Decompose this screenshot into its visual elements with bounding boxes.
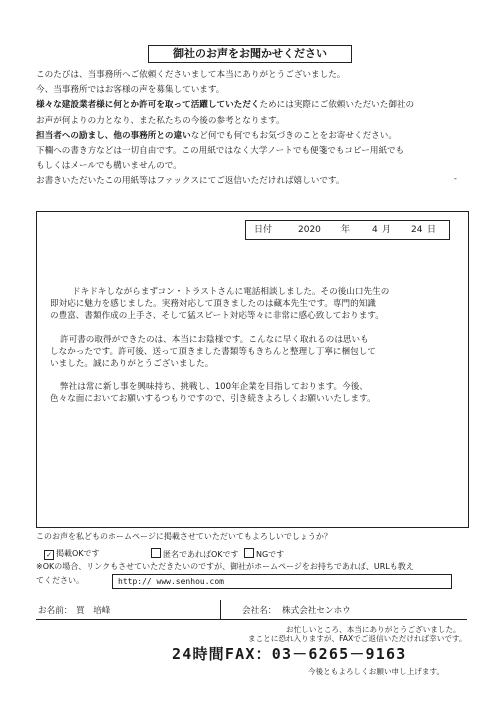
stray-mark: - <box>454 174 457 183</box>
date-month: 4 <box>372 225 378 235</box>
intro-line: お声が何よりの力となり、また私たちの今後の参考となります。 <box>36 115 285 126</box>
testimonial-line: しなかったです。許可後、送って頂きました書類等もきちんと整理し丁寧に梱包して <box>50 346 376 357</box>
intro-text: ためには実際にご依頼いただいた御社の <box>259 100 415 111</box>
date-label: 日付 <box>254 225 273 235</box>
signer-row <box>36 600 467 620</box>
option-anonymous[interactable] <box>151 548 239 560</box>
option-publish-ok[interactable] <box>44 548 100 560</box>
url-field[interactable] <box>112 574 452 589</box>
intro-section <box>36 68 476 190</box>
date-year-unit: 年 <box>341 225 351 235</box>
fax-request: まことに恐れ入りますが、FAXでご返信いただければ幸いです。 <box>248 634 467 643</box>
testimonial-line: ドキドキしながらまずコン・トラストさんに電話相談しました。その後山口先生の <box>72 287 390 297</box>
date-year: 2020 <box>298 225 321 235</box>
date-month-unit: 月 <box>382 225 392 235</box>
checkbox[interactable] <box>151 548 161 558</box>
link-note: てください。 <box>36 576 84 585</box>
checkbox-checked[interactable]: ✓ <box>44 550 54 560</box>
divider <box>220 600 221 619</box>
form-title: 御社のお声をお聞かせください <box>148 45 352 63</box>
intro-text: など何でも何でもお気づきのことをお寄せください。 <box>190 130 397 141</box>
testimonial-line: 弊社は常に新し事を興味持ち、挑戦し、100年企業を目指しております。今後、 <box>60 382 368 393</box>
option-ng[interactable] <box>244 548 284 560</box>
testimonial-line: 許可書の取得ができたのは、本当にお陰様です。こんなに早く取れるのは思いも <box>60 334 369 345</box>
date-day-unit: 日 <box>427 225 437 235</box>
intro-line <box>36 129 476 144</box>
intro-line: もしくはメールでも構いませんので。 <box>36 161 182 172</box>
testimonial-line: 色々な面においてお願いするつもりですので、引き続きよろしくお願いいたします。 <box>50 394 376 405</box>
option-label: 匿名であればOKです <box>163 550 239 559</box>
intro-emphasis: 担当者への励まし、他の事務所との違い <box>36 130 191 141</box>
date-field <box>245 220 450 240</box>
intro-line: お書きいただいたこの用紙等はファックスにてご返信いただければ嬉しいです。 <box>36 176 345 187</box>
name-value: 買 培峰 <box>76 606 111 616</box>
checkbox[interactable] <box>244 548 254 558</box>
intro-line <box>36 98 476 113</box>
option-label: NGです <box>256 550 285 559</box>
thanks-line: お忙しいところ、本当にありがとうございました。 <box>286 625 461 634</box>
intro-emphasis: 様々な建設業者様に何とか許可を取って活躍していただく <box>36 100 260 111</box>
company-value: 株式会社センホウ <box>282 606 351 616</box>
testimonial-line: いました。誠にありがとうございました。 <box>50 359 214 370</box>
testimonial-line: の豊富、書類作成の上手さ、そして猛スピート対応等々に非常に感心致しております。 <box>50 311 384 322</box>
fax-number: 24時間FAX：03－6265－9163 <box>172 645 407 663</box>
closing-line: 今後ともよろしくお願い申し上げます。 <box>308 667 445 676</box>
intro-line: 今、当事務所ではお客様の声を募集しています。 <box>36 85 225 96</box>
consent-question: このお声を私どものホームページに掲載させていただいてもよろしいでしょうか？ <box>36 532 332 541</box>
url-value: http:// www.senhou.com <box>118 577 224 586</box>
intro-line: このたびは、当事務所へご依頼くださいまして本当にありがとうございました。 <box>36 70 346 80</box>
intro-line: 下欄への書き方などは一切自由です。この用紙ではなく大学ノートでも便箋でもコピー用紙でも <box>36 146 405 157</box>
company-label: 会社名： <box>242 606 277 616</box>
link-note: ※OKの場合、リンクもさせていただきたいのですが、御社がホームページをお持ちであれば、URLも教え <box>36 562 414 571</box>
name-label: お名前： <box>38 606 73 616</box>
date-day: 24 <box>411 225 423 235</box>
testimonial-line: 即対応に魅力を感じました。実務対応して頂きましたのは藏本先生です。専門的知識 <box>50 299 376 310</box>
option-label: 掲載OKです <box>56 549 100 558</box>
testimonial-text <box>50 286 460 406</box>
